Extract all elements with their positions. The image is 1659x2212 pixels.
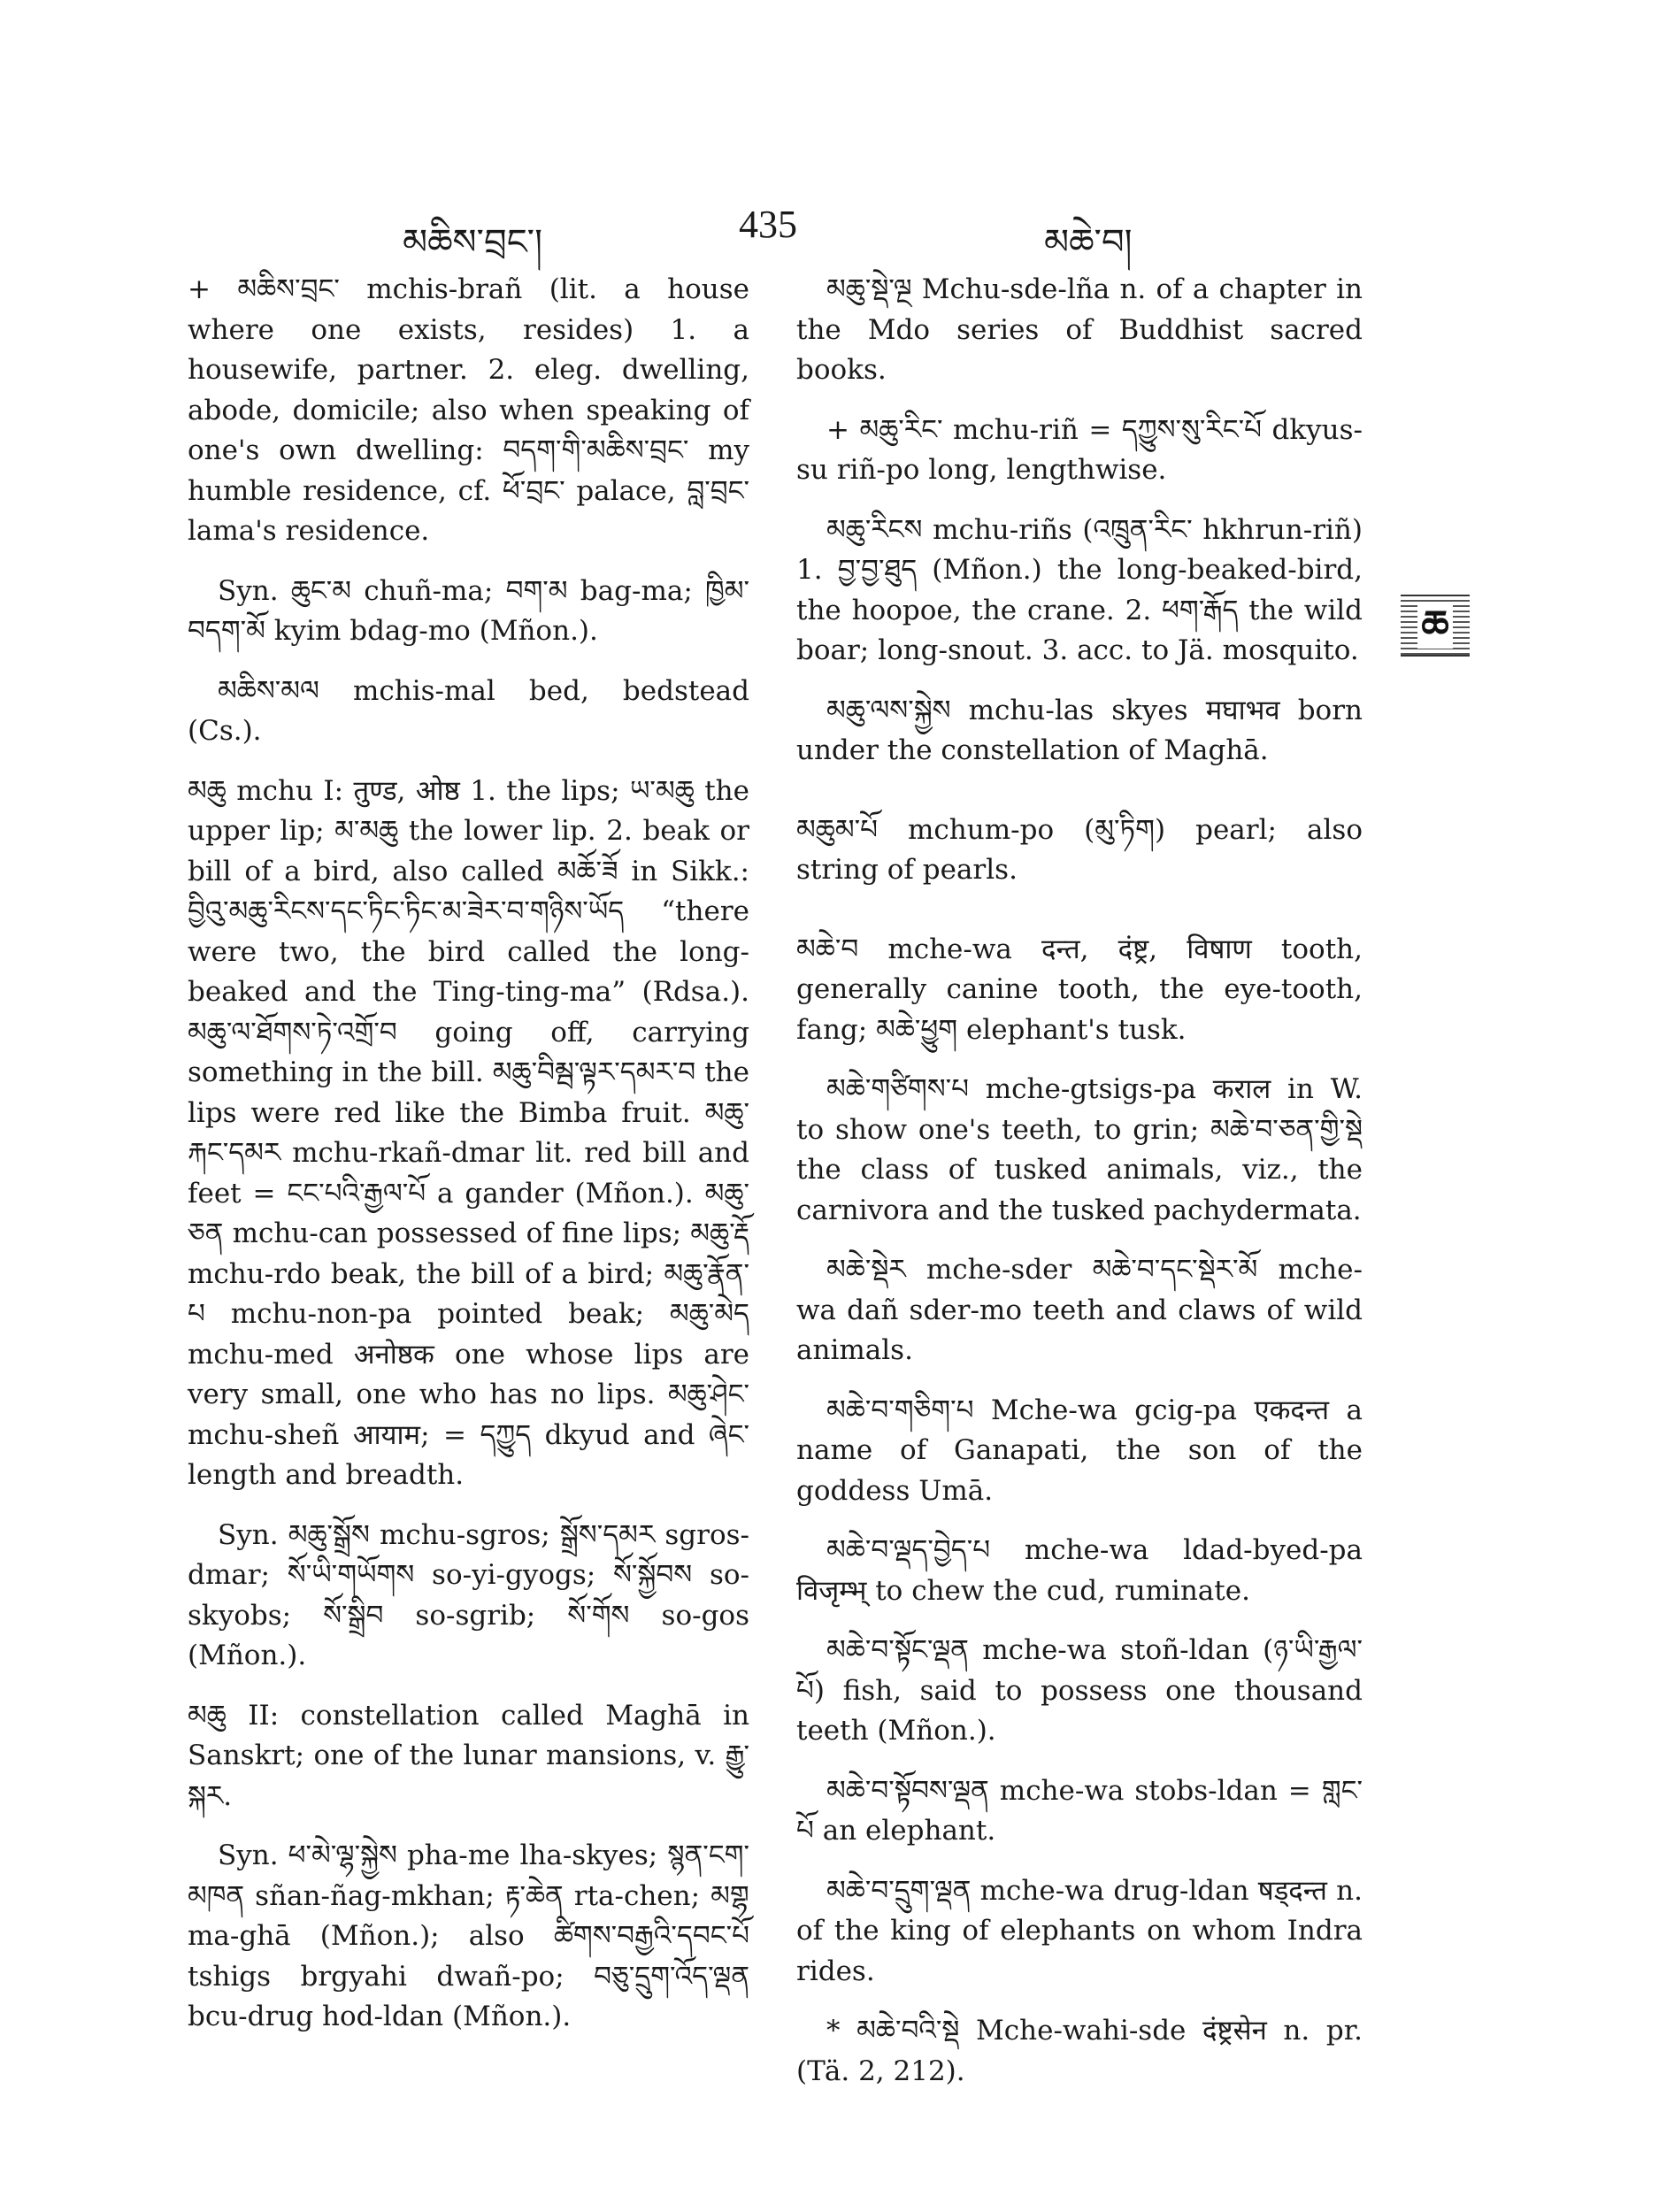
dictionary-entry: མཆིས་མལ mchis-mal bed, bedstead (Cs.). (188, 674, 749, 747)
dictionary-entry: * མཆེ་བའི་སྡེ Mche-wahi-sde दंष्ट्रसेन n. pr. (Tä. 2, 212). (796, 2015, 1363, 2087)
synonym-block: Syn. མཆུ་སྒྲོས mchu-sgros; སྒྲོས་དམར sgros-dmar; སོ་ཡི་གཡོགས so-yi-gyogs; སོ་སྐྱོབས so-skyobs; སོ་སྒྲིབ so-sgrib; སོ་གོས so-gos (Mñon.). (188, 1518, 749, 1671)
dictionary-entry: མཆུ་རིངས mchu-riñs (འཁྲུན་རིང་ hkhrun-riñ) 1. བྱ་བྱ་ཐུད (Mñon.) the long-beaked-bird, the hoopoe, the crane. 2. ཕག་རྒོད the wild boar; long-snout. 3. acc. to Jä. mosquito. (796, 513, 1363, 666)
dictionary-entry: མཆུ་སྡེ་ལྔ Mchu-sde-lña n. of a chapter in the Mdo series of Buddhist sacred books. (796, 273, 1363, 386)
dictionary-entry: མཆེ་བ་སྟོང་ལྡན mche-wa stoñ-ldan (ཉ་ཡི་རྒྱལ་པོ) fish, said to possess one thousand teeth (Mñon.). (796, 1634, 1363, 1747)
dictionary-entry: མཆེ་བ་ལྡད་བྱེད་པ mche-wa ldad-byed-pa विजृम्भ् to chew the cud, ruminate. (796, 1534, 1363, 1607)
running-head-right: མཆེ་བ། (1044, 222, 1133, 263)
dictionary-entry: མཆུ་ལས་སྐྱེས mchu-las skyes मघाभव born under the constellation of Maghā. (796, 694, 1363, 766)
running-head-left: མཆིས་བྲང་། (403, 222, 542, 263)
synonym-block: Syn. ཆུང་མ chuñ-ma; བག་མ bag-ma; ཁྱིམ་བདག་མོ kyim bdag-mo (Mñon.). (188, 574, 749, 647)
dictionary-entry: + མཆིས་བྲང་ mchis-brañ (lit. a house where one exists, resides) 1. a housewife, partner. 2. eleg. dwelling, abode, domicile; also when speaking of one's own dwelling: བདག་གི་མཆིས་བྲང་ my humble residence, cf. ཕོ་བྲང་ palace, བླ་བྲང་ lama's residence. (188, 273, 749, 547)
dictionary-entry: མཆེ་བ mche-wa दन्त, दंष्ट्र, विषाण tooth, generally canine tooth, the eye-tooth, fang; མཆེ་ཕྱུག elephant's tusk. (796, 933, 1363, 1046)
dictionary-entry: མཆེ་བ་སྟོབས་ལྡན mche-wa stobs-ldan = གླང་པོ an elephant. (796, 1774, 1363, 1847)
dictionary-entry: མཆེ་སྡེར mche-sder མཆེ་བ་དང་སྡེར་མོ mche-wa dañ sder-mo teeth and claws of wild animals. (796, 1254, 1363, 1366)
dictionary-entry: མཆེ་བ་གཅིག་པ Mche-wa gcig-pa एकदन्त a name of Ganapati, the son of the goddess Umā. (796, 1394, 1363, 1507)
left-column (188, 270, 749, 2057)
dictionary-entry: མཆུམ་པོ mchum-po (མུ་ཏིག) pearl; also string of pearls. (796, 813, 1363, 886)
dictionary-entry: མཆུ II: constellation called Maghā in Sanskrt; one of the lunar mansions, v. རྒྱུ་སྐར. (188, 1699, 749, 1812)
dictionary-entry: མཆེ་བ་དྲུག་ལྡན mche-wa drug-ldan षड्दन्त n. of the king of elephants on whom Indra rides. (796, 1874, 1363, 1987)
dictionary-entry: མཆེ་གཙིགས་པ mche-gtsigs-pa कराल in W. to show one's teeth, to grin; མཆེ་བ་ཅན་གྱི་སྡེ the class of tusked animals, viz., the carnivora and the tusked pachydermata. (796, 1073, 1363, 1226)
synonym-block: Syn. ཕ་མེ་ལྷ་སྐྱེས pha-me lha-skyes; སྙན་ངག་མཁན sñan-ñag-mkhan; རྟ་ཆེན rta-chen; མགྷ ma-ghā (Mñon.); also ཚིགས་བརྒྱའི་དབང་པོ tshigs brgyahi dwañ-po; བཅུ་དྲུག་འོད་ལྡན bcu-drug hod-ldan (Mñon.). (188, 1839, 749, 2032)
thumb-tab-letter: ཆ (1417, 603, 1452, 649)
letter-thumb-index-tab (1401, 595, 1470, 657)
page-number: 435 (739, 203, 797, 246)
dictionary-entry: མཆུ mchu I: तुण्ड, ओष्ठ 1. the lips; ཡ་མཆུ the upper lip; མ་མཆུ the lower lip. 2. beak or bill of a bird, also called མཆོ་ཟོ in Sikk.: བྱིའུ་མཆུ་རིངས་དང་ཏིང་ཏིང་མ་ཟེར་བ་གཉིས་ཡོད “there were two, the bird called the long-beaked and the Ting-ting-ma” (Rdsa.). མཆུ་ལ་ཐོགས་ཏེ་འགྲོ་བ going off, carrying something in the bill. མཆུ་བིམྦ་ལྟར་དམར་བ the lips were red like the Bimba fruit. མཆུ་རྐང་དམར mchu-rkañ-dmar lit. red bill and feet = ངང་པའི་རྒྱལ་པོ a gander (Mñon.). མཆུ་ཅན mchu-can possessed of fine lips; མཆུ་རྡོ mchu-rdo beak, the bill of a bird; མཆུ་རྣོན་པ mchu-non-pa pointed beak; མཆུ་མེད mchu-med अनोष्ठक one whose lips are very small, one who has no lips. མཆུ་ཤེང་ mchu-sheñ आयाम; = དཀྱུད dkyud and ཞེང་ length and breadth. (188, 774, 749, 1491)
dictionary-entry: + མཆུ་རིང་ mchu-riñ = དཀྱུས་སུ་རིང་པོ dkyus-su riñ-po long, lengthwise. (796, 413, 1363, 486)
right-column (796, 270, 1363, 2111)
